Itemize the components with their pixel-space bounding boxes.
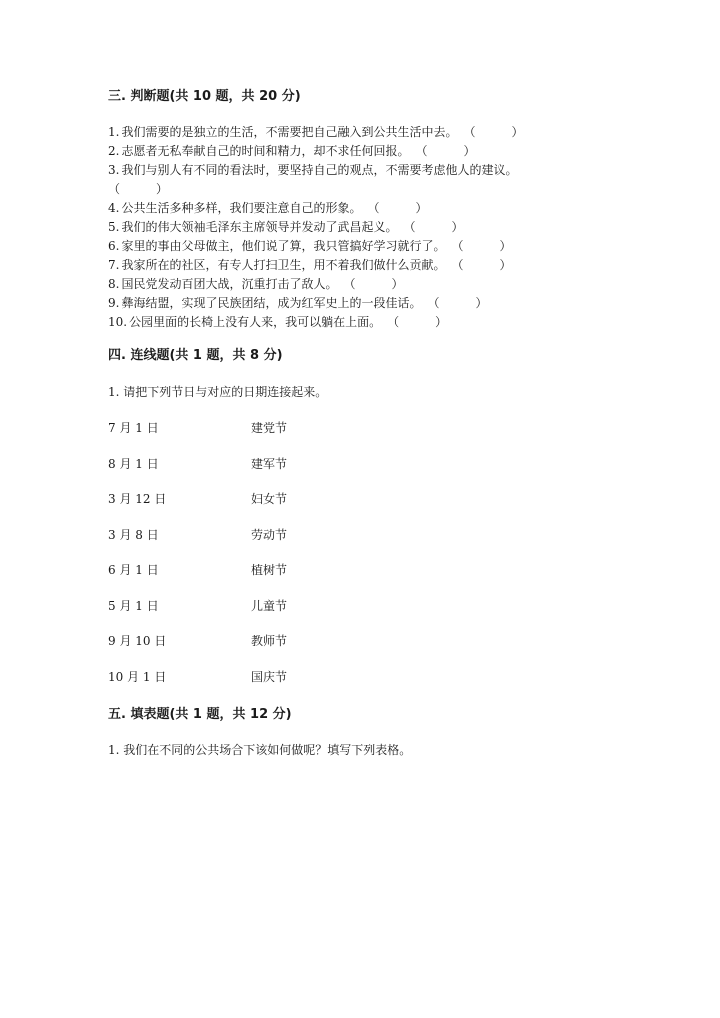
section-heading-match: 四. 连线题(共 1 题，共 8 分)	[108, 348, 283, 363]
judge-question	[108, 161, 517, 179]
question-number: 2.	[108, 144, 120, 158]
match-festival[interactable]: 建军节	[251, 456, 288, 471]
answer-blank[interactable]: （ ）	[463, 125, 524, 139]
answer-blank[interactable]: （ ）	[108, 182, 169, 196]
question-text: 我们与别人有不同的看法时，要坚持自己的观点，不需要考虑他人的建议。	[121, 163, 518, 177]
question-number: 7.	[108, 258, 120, 272]
judge-question	[108, 237, 511, 255]
match-festival[interactable]: 国庆节	[251, 669, 288, 684]
answer-blank[interactable]: （ ）	[415, 144, 476, 158]
judge-question	[108, 180, 168, 198]
answer-blank[interactable]: （ ）	[451, 239, 512, 253]
match-festival[interactable]: 教师节	[251, 634, 288, 648]
question-text: 家里的事由父母做主，他们说了算，我只管搞好学习就行了。	[121, 239, 446, 253]
judge-question	[108, 123, 523, 141]
judge-question	[108, 275, 403, 293]
question-text: 国民党发动百团大战，沉重打击了敌人。	[121, 277, 338, 291]
question-number: 3.	[108, 163, 120, 177]
match-date[interactable]: 7 月 1 日	[108, 421, 159, 435]
match-date[interactable]: 6 月 1 日	[108, 563, 159, 577]
answer-blank[interactable]: （ ）	[451, 258, 512, 272]
match-date[interactable]: 3 月 8 日	[108, 527, 159, 542]
question-text: 公共生活多种多样，我们要注意自己的形象。	[121, 201, 362, 215]
question-text: 公园里面的长椅上没有人来，我可以躺在上面。	[129, 315, 382, 329]
question-number: 8.	[108, 277, 120, 291]
answer-blank[interactable]: （ ）	[343, 277, 404, 291]
table-question: 1. 我们在不同的公共场合下该如何做呢？填写下列表格。	[108, 743, 412, 757]
question-number: 4.	[108, 201, 120, 215]
question-text: 彝海结盟，实现了民族团结，成为红军史上的一段佳话。	[121, 296, 422, 310]
answer-blank[interactable]: （ ）	[387, 315, 448, 329]
match-date[interactable]: 5 月 1 日	[108, 598, 159, 613]
judge-question	[108, 294, 487, 312]
match-date[interactable]: 8 月 1 日	[108, 456, 159, 471]
section-heading-table: 五. 填表题(共 1 题，共 12 分)	[108, 707, 292, 722]
match-question: 1. 请把下列节日与对应的日期连接起来。	[108, 385, 328, 399]
question-text: 我家所在的社区，有专人打扫卫生，用不着我们做什么贡献。	[121, 258, 446, 272]
question-text: 我们需要的是独立的生活，不需要把自己融入到公共生活中去。	[121, 125, 458, 139]
answer-blank[interactable]: （ ）	[403, 220, 464, 234]
match-date[interactable]: 3 月 12 日	[108, 492, 167, 506]
question-number: 1.	[108, 125, 120, 139]
match-date[interactable]: 9 月 10 日	[108, 634, 167, 648]
match-festival[interactable]: 儿童节	[251, 598, 288, 613]
match-festival[interactable]: 妇女节	[251, 492, 288, 506]
question-text: 我们的伟大领袖毛泽东主席领导并发动了武昌起义。	[121, 220, 398, 234]
judge-question	[108, 199, 427, 217]
question-number: 6.	[108, 239, 120, 253]
judge-question	[108, 218, 463, 236]
judge-question	[108, 256, 511, 274]
question-text: 志愿者无私奉献自己的时间和精力，却不求任何回报。	[121, 144, 410, 158]
answer-blank[interactable]: （ ）	[367, 201, 428, 215]
answer-blank[interactable]: （ ）	[427, 296, 488, 310]
judge-question	[108, 313, 447, 331]
match-festival[interactable]: 建党节	[251, 421, 288, 435]
match-festival[interactable]: 劳动节	[251, 527, 288, 542]
section-heading-judge: 三. 判断题(共 10 题，共 20 分)	[108, 89, 301, 104]
question-number: 9.	[108, 296, 120, 310]
match-festival[interactable]: 植树节	[251, 563, 288, 577]
question-number: 5.	[108, 220, 120, 234]
question-number: 10.	[108, 315, 128, 329]
match-date[interactable]: 10 月 1 日	[108, 669, 167, 684]
judge-question	[108, 142, 475, 160]
